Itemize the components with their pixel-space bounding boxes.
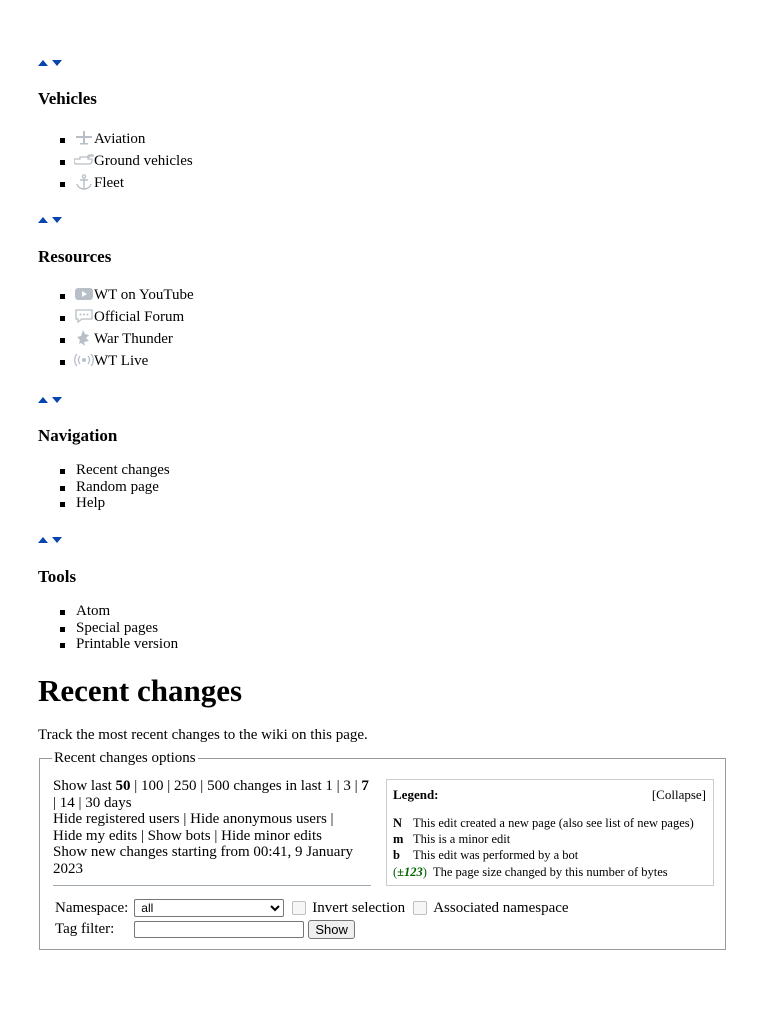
legend-row-size: (±123) The page size changed by this number of bytes <box>393 865 668 879</box>
hide-anonymous-users-link[interactable]: Hide anonymous users <box>190 811 327 827</box>
invert-selection-label: Invert selection <box>312 899 406 916</box>
days-suffix: days <box>104 794 132 811</box>
war-thunder-icon <box>74 330 94 346</box>
show-bots-link[interactable]: Show bots <box>147 827 211 844</box>
legend-collapse-link[interactable]: [Collapse] <box>651 787 706 802</box>
list-item-war-thunder[interactable] <box>38 328 194 350</box>
list-item-recent-changes[interactable]: Recent changes <box>38 462 170 479</box>
tag-filter-row <box>55 920 355 939</box>
limit-100-link[interactable]: 100 <box>141 778 164 794</box>
limit-500-link[interactable]: 500 <box>207 778 230 794</box>
tank-icon <box>74 152 94 168</box>
tag-filter-label: Tag filter: <box>55 921 115 937</box>
list-item-wt-on-youtube[interactable] <box>38 284 194 306</box>
legend-row-minor: m This is a minor edit <box>393 832 511 846</box>
list-item-label: Aviation <box>94 131 146 147</box>
navigation-collapse-toggle[interactable] <box>38 395 62 405</box>
list-item-official-forum[interactable] <box>38 306 194 328</box>
invert-selection-checkbox[interactable] <box>292 901 306 915</box>
associated-namespace-checkbox[interactable] <box>413 901 427 915</box>
legend-row-new: N This edit created a new page (also see list of new pages) <box>393 816 694 830</box>
show-last-prefix: Show last <box>53 778 112 794</box>
hide-registered-users-link[interactable]: Hide registered users <box>53 811 180 827</box>
expand-down-arrow-icon[interactable] <box>52 537 62 543</box>
collapse-up-arrow-icon[interactable] <box>38 397 48 403</box>
limit-250-link[interactable]: 250 <box>174 778 197 794</box>
navigation-heading: Navigation <box>38 426 118 445</box>
tools-collapse-toggle[interactable] <box>38 535 62 545</box>
list-item-atom[interactable]: Atom <box>38 603 178 620</box>
tools-list <box>38 603 178 653</box>
hide-my-edits-link[interactable]: Hide my edits <box>53 827 138 844</box>
collapse-up-arrow-icon[interactable] <box>38 217 48 223</box>
list-item-ground-vehicles[interactable] <box>38 150 193 172</box>
collapse-up-arrow-icon[interactable] <box>38 60 48 66</box>
namespace-row <box>55 899 569 917</box>
hide-minor-edits-link[interactable]: Hide minor edits <box>221 827 322 844</box>
list-item-label: Ground vehicles <box>94 153 193 169</box>
youtube-icon <box>74 286 94 302</box>
list-item-aviation[interactable] <box>38 128 193 150</box>
resources-collapse-toggle[interactable] <box>38 215 62 225</box>
page-intro: Track the most recent changes to the wiki on this page. <box>38 727 368 743</box>
legend-box <box>386 779 714 886</box>
options-legend: Recent changes options <box>54 750 196 766</box>
page-title: Recent changes <box>38 673 243 708</box>
list-item-special-pages[interactable]: Special pages <box>38 620 178 637</box>
vehicles-list <box>38 128 193 194</box>
associated-namespace-label: Associated namespace <box>433 899 569 916</box>
recent-changes-options <box>39 750 726 950</box>
legend-row-bot: b This edit was performed by a bot <box>393 848 579 862</box>
days-14-link[interactable]: 14 <box>59 794 75 811</box>
days-3-link[interactable]: 3 <box>343 778 351 794</box>
forum-icon <box>74 308 94 324</box>
list-item-label: Fleet <box>94 175 124 191</box>
broadcast-icon <box>74 352 94 368</box>
days-1-link[interactable]: 1 <box>325 778 333 794</box>
namespace-label: Namespace: <box>55 899 129 916</box>
expand-down-arrow-icon[interactable] <box>52 217 62 223</box>
vehicles-collapse-toggle[interactable] <box>38 58 62 68</box>
days-30-link[interactable]: 30 <box>85 794 101 811</box>
navigation-list <box>38 462 170 512</box>
resources-list <box>38 284 194 372</box>
changes-in-last-text: changes in last <box>233 778 322 794</box>
options-links: Show last 50 | 100 | 250 | 500 changes in last 1 | 3 | 7 | 14 | 30 days Hide registered users | Hide anonymous users | Hide my edits | Show bots | Hide minor edits Show new changes starting from 00:41, 9 January 2023 <box>53 778 369 877</box>
show-button[interactable]: Show <box>308 920 355 939</box>
list-item-fleet[interactable] <box>38 172 193 194</box>
list-item-label: Official Forum <box>94 309 185 325</box>
show-new-changes-link[interactable]: Show new changes starting from 00:41, 9 January 2023 <box>53 844 353 877</box>
anchor-icon <box>74 174 94 190</box>
vehicles-heading: Vehicles <box>38 89 97 108</box>
plane-icon <box>74 130 94 146</box>
namespace-select[interactable] <box>134 899 284 917</box>
options-divider <box>53 885 371 886</box>
expand-down-arrow-icon[interactable] <box>52 397 62 403</box>
list-item-label: War Thunder <box>94 331 173 347</box>
limit-50: 50 <box>115 778 131 794</box>
expand-down-arrow-icon[interactable] <box>52 60 62 66</box>
tools-heading: Tools <box>38 567 77 586</box>
list-item-label: WT on YouTube <box>94 287 194 303</box>
days-7: 7 <box>361 778 369 794</box>
legend-title: Legend: <box>393 787 439 802</box>
list-item-help[interactable]: Help <box>38 495 170 512</box>
list-item-random-page[interactable]: Random page <box>38 479 170 496</box>
list-item-wt-live[interactable] <box>38 350 194 372</box>
list-item-printable-version[interactable]: Printable version <box>38 636 178 653</box>
list-item-label: WT Live <box>94 353 149 369</box>
tag-filter-input[interactable] <box>134 921 304 938</box>
collapse-up-arrow-icon[interactable] <box>38 537 48 543</box>
resources-heading: Resources <box>38 247 112 266</box>
